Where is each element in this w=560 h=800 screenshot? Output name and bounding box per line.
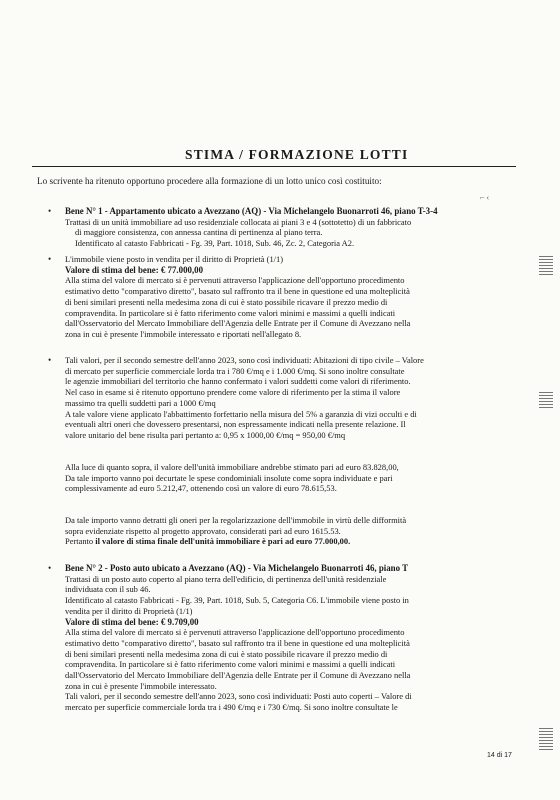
- lot1-calc-line: Alla luce di quanto sopra, il valore dell'unità immobiliare andrebbe stimato pari ad euro 83.828,00,: [65, 462, 399, 472]
- lot1-heading: Bene N° 1 - Appartamento ubicato a Avezzano (AQ) - Via Michelangelo Buonarroti 46, piano T-3-4: [65, 206, 438, 216]
- lot2-desc-line: vendita per il diritto di Proprietà (1/1): [65, 605, 193, 616]
- pen-mark: ⌐ ‹: [480, 193, 490, 202]
- lot1-final-line: Da tale importo vanno detratti gli oneri per la regolarizzazione dell'immobile in virtù delle difformità: [65, 515, 407, 525]
- lot1-desc-line: di maggiore consistenza, con annessa cantina di pertinenza al piano terra.: [75, 227, 323, 238]
- lot1-final-value: il valore di stima finale dell'unità immobiliare è pari ad euro 77.000,00.: [95, 536, 351, 547]
- lot2-method-line: dall'Osservatorio del Mercato Immobiliare dell'Agenzia delle Entrate per il Comune di Avezzano nella: [65, 670, 411, 681]
- lot2-heading: Bene N° 2 - Posto auto ubicato a Avezzano (AQ) - Via Michelangelo Buonarroti 46, piano T: [65, 563, 409, 573]
- lot2-desc-line: individuata con il sub 46.: [65, 584, 151, 595]
- lot1-method-line: estimativo detto "comparativo diretto", basato sul raffronto tra il bene in questione ed una molteplicità: [65, 286, 410, 297]
- lot1-final-summary: [65, 536, 517, 547]
- lot2-method-line: compravendita. In particolare si è fatto riferimento come valori minimi e massimi a quelli indicati: [65, 659, 396, 670]
- lot2-block: [65, 563, 517, 713]
- lot1-method-line: di beni similari presenti nella medesima zona di cui è stato possibile ricavare il prezzo medio di: [65, 296, 388, 307]
- lot2-desc-line: Identificato al catasto Fabbricati - Fg. 39, Part. 1018, Sub. 5, Categoria C6. L'immobile viene posto in: [65, 595, 409, 606]
- bullet-lot1: •: [48, 206, 52, 216]
- lot1-method-line: compravendita. In particolare si è fatto riferimento come valori minimi e massimi a quelli indicati: [65, 307, 396, 318]
- lot1-values-line: Tali valori, per il secondo semestre dell'anno 2023, sono così individuati: Abitazioni di tipo civile – Valore: [65, 355, 424, 365]
- lot1-values-line: massimo tra quelli suddetti pari a 1000 €/mq: [65, 397, 216, 408]
- page-title: STIMA / FORMAZIONE LOTTI: [185, 147, 409, 162]
- margin-marks-top: [539, 256, 553, 277]
- title-underline: [32, 166, 516, 167]
- lot2-method-line: Alla stima del valore di mercato si è pervenuti attraverso l'applicazione dell'opportuno procedimento: [65, 627, 405, 638]
- lot1-calc-line: Da tale importo vanno poi decurtate le spese condominiali insolute come sopra individuate e pari: [65, 472, 393, 483]
- lot1-valuation-block: [65, 254, 517, 340]
- lot1-rights: L'immobile viene posto in vendita per il diritto di Proprietà (1/1): [65, 254, 284, 264]
- lot1-values-line: le agenzie immobiliari del territorio che hanno confermato i valori suddetti come valori di riferimento.: [65, 376, 411, 387]
- lot1-values-line: A tale valore viene applicato l'abbattimento forfettario nella misura del 5% a garanzia di vizi occulti e di: [65, 408, 417, 419]
- bullet-lot2: •: [48, 563, 52, 573]
- lot2-method-line: zona in cui è presente l'immobile interessato.: [65, 680, 217, 691]
- lot1-method-line: zona in cui è presente l'immobile interessato e riportati nell'allegato 8.: [65, 328, 302, 339]
- lot2-method-line: estimativo detto "comparativo diretto", basato sul raffronto tra il bene in questione ed una molteplicità: [65, 637, 410, 648]
- lot1-method-line: dall'Osservatorio del Mercato Immobiliare dell'Agenzia delle Entrate per il Comune di Avezzano nella: [65, 318, 411, 329]
- lot1-values-block: [65, 355, 517, 441]
- bullet-lot1-values: •: [48, 355, 52, 365]
- lot2-method-line: Tali valori, per il secondo semestre dell'anno 2023, sono così individuati: Posti auto coperti – Valore di: [65, 691, 412, 702]
- lot1-final-block: [65, 515, 517, 547]
- lot1-values-line: valore unitario del bene risulta pari pertanto a: 0,95 x 1000,00 €/mq = 950,00 €/mq: [65, 429, 346, 440]
- lot1-values-line: di mercato per superficie commerciale lorda tra i 780 €/mq e i 1.000 €/mq. Si sono inoltre consultate: [65, 365, 405, 376]
- lot1-desc-line: Identificato al catasto Fabbricati - Fg. 39, Part. 1018, Sub. 46, Zc. 2, Categoria A2.: [75, 238, 355, 249]
- lot2-desc-line: Trattasi di un posto auto coperto al piano terra dell'edificio, di pertinenza dell'unità residenziale: [65, 573, 387, 584]
- lot1-calc-block: [65, 462, 517, 494]
- lot1-final-line: sopra evidenziate rispetto al progetto approvato, considerati pari ad euro 1615.53.: [65, 525, 341, 536]
- lot1-values-line: Nel caso in esame si è ritenuto opportuno prendere come valore di riferimento per la stima il valore: [65, 387, 401, 398]
- lot1-desc-line: Trattasi di un unità immobiliare ad uso residenziale collocata ai piani 3 e 4 (sottotetto) di un fabbricato: [65, 216, 412, 227]
- bullet-lot1-rights: •: [48, 254, 52, 264]
- lot2-value: Valore di stima del bene: € 9.709,00: [65, 616, 199, 627]
- lot1-block: [65, 206, 517, 249]
- page-number: 14 di 17: [487, 752, 512, 759]
- lot1-values-line: eventuali altri oneri che dovessero presentarsi, non espressamente indicati nella presente relazione. Il: [65, 419, 406, 430]
- margin-marks-mid: [539, 392, 553, 410]
- intro-text: Lo scrivente ha ritenuto opportuno procedere alla formazione di un lotto unico così costituito:: [37, 176, 382, 186]
- lot1-method-line: Alla stima del valore di mercato si è pervenuti attraverso l'applicazione dell'opportuno procedimento: [65, 275, 405, 286]
- margin-marks-bottom: [539, 728, 553, 752]
- lot1-value: Valore di stima del bene: € 77.000,00: [65, 264, 204, 275]
- lot2-method-line: di beni similari presenti nella medesima zona di cui è stato possibile ricavare il prezzo medio di: [65, 648, 388, 659]
- lot2-method-line: mercato per superficie commerciale lorda tra i 490 €/mq e i 730 €/mq. Si sono inoltre consultate le: [65, 702, 398, 713]
- lot1-calc-line: complessivamente ad euro 5.212,47, ottenendo così un valore di euro 78.615,53.: [65, 483, 337, 494]
- lot1-final-prefix: Pertanto: [65, 536, 96, 547]
